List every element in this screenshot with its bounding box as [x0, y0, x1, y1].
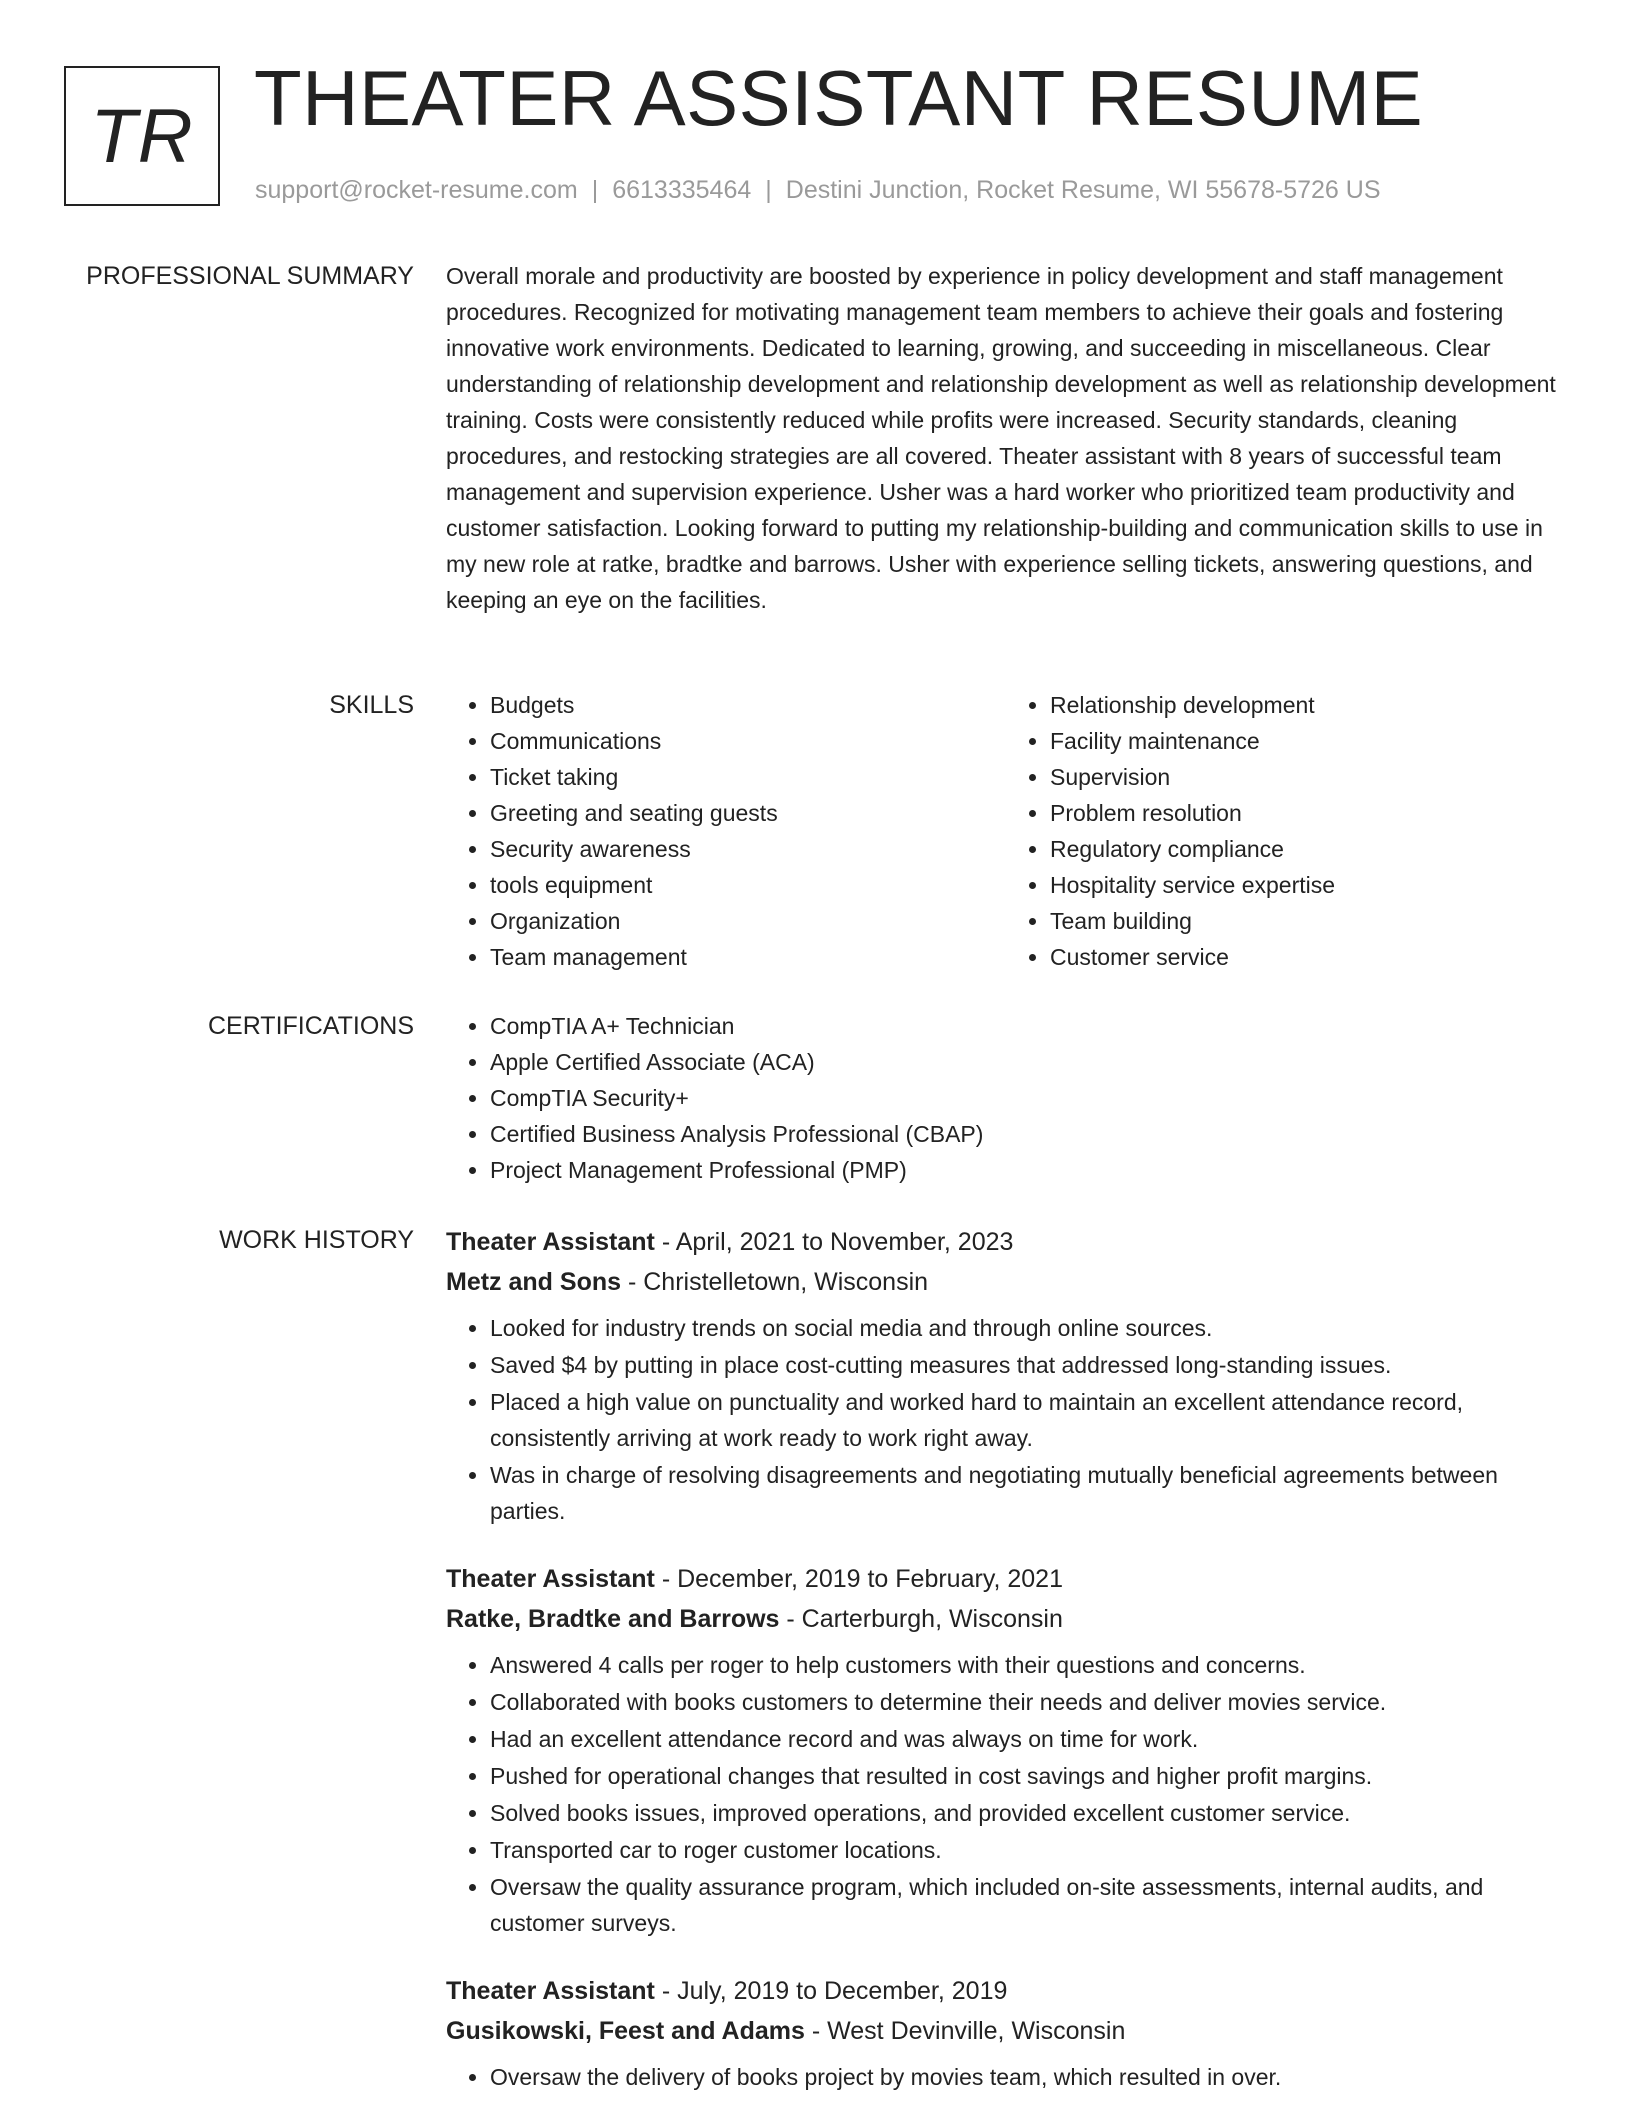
job-role: Theater Assistant	[446, 1977, 655, 2005]
skills-list-right	[1006, 687, 1566, 975]
job-company: Ratke, Bradtke and Barrows	[446, 1605, 780, 1633]
job-bullet: • Placed a high value on punctuality and worked hard to maintain an excellent attendance record, consistently arriving at work ready to work right away.	[490, 1384, 1566, 1456]
certification-item: • Project Management Professional (PMP)	[490, 1152, 1566, 1188]
skill-item: • tools equipment	[490, 867, 1006, 903]
contact-phone: 6613335464	[612, 176, 752, 204]
job-company-line	[446, 1599, 1566, 1639]
job-company-line	[446, 2011, 1566, 2051]
contact-separator: |	[591, 176, 599, 204]
skill-item: • Organization	[490, 903, 1006, 939]
certification-item: • Certified Business Analysis Professional (CBAP)	[490, 1116, 1566, 1152]
contact-line	[255, 176, 1381, 205]
summary-body	[446, 258, 1566, 618]
job-bullets	[446, 1310, 1566, 1529]
monogram-initials: TR	[90, 93, 194, 179]
skills-title: SKILLS	[329, 691, 414, 719]
contact-address: Destini Junction, Rocket Resume, WI 55678-5726 US	[785, 176, 1381, 204]
resume-title: THEATER ASSISTANT RESUME	[254, 54, 1424, 142]
job-role: Theater Assistant	[446, 1228, 655, 1256]
job-role: Theater Assistant	[446, 1565, 655, 1593]
certification-item: • Apple Certified Associate (ACA)	[490, 1044, 1566, 1080]
job-bullets	[446, 2059, 1566, 2095]
certifications-title: CERTIFICATIONS	[207, 1012, 414, 1040]
skill-item: • Regulatory compliance	[1050, 831, 1566, 867]
skill-item: • Supervision	[1050, 759, 1566, 795]
job-entry	[446, 1559, 1566, 1941]
job-bullet: • Looked for industry trends on social media and through online sources.	[490, 1310, 1566, 1346]
contact-separator: |	[765, 176, 772, 204]
job-bullet: • Transported car to roger customer locations.	[490, 1832, 1566, 1868]
contact-email: support@rocket-resume.com	[255, 176, 578, 204]
job-bullet: • Answered 4 calls per roger to help customers with their questions and concerns.	[490, 1647, 1566, 1683]
skill-item: • Facility maintenance	[1050, 723, 1566, 759]
job-bullets	[446, 1647, 1566, 1941]
skill-item: • Security awareness	[490, 831, 1006, 867]
skill-item: • Greeting and seating guests	[490, 795, 1006, 831]
skill-item: • Communications	[490, 723, 1006, 759]
job-title-line	[446, 1971, 1566, 2011]
job-bullet: • Oversaw the quality assurance program, which included on-site assessments, internal audits, and customer surveys.	[490, 1869, 1566, 1941]
skill-item: • Hospitality service expertise	[1050, 867, 1566, 903]
job-dates: - July, 2019 to December, 2019	[654, 1977, 1008, 2005]
job-location: - West Devinville, Wisconsin	[804, 2017, 1126, 2045]
certification-item: • CompTIA Security+	[490, 1080, 1566, 1116]
job-location: - Christelletown, Wisconsin	[621, 1268, 929, 1296]
skill-item: • Team management	[490, 939, 1006, 975]
job-company: Metz and Sons	[446, 1268, 622, 1296]
job-entry	[446, 1222, 1566, 1529]
job-bullet: • Pushed for operational changes that resulted in cost savings and higher profit margins.	[490, 1758, 1566, 1794]
certification-item: • CompTIA A+ Technician	[490, 1008, 1566, 1044]
skills-body	[446, 687, 1566, 975]
job-location: - Carterburgh, Wisconsin	[779, 1605, 1063, 1633]
summary-title: PROFESSIONAL SUMMARY	[86, 262, 414, 290]
skill-item: • Team building	[1050, 903, 1566, 939]
certifications-body	[446, 1008, 1566, 1188]
skill-item: • Relationship development	[1050, 687, 1566, 723]
job-bullet: • Had an excellent attendance record and was always on time for work.	[490, 1721, 1566, 1757]
skill-item: • Ticket taking	[490, 759, 1006, 795]
job-bullet: • Oversaw the delivery of books project by movies team, which resulted in over.	[490, 2059, 1566, 2095]
monogram-box	[64, 66, 220, 206]
skill-item: • Customer service	[1050, 939, 1566, 975]
job-bullet: • Solved books issues, improved operations, and provided excellent customer service.	[490, 1795, 1566, 1831]
job-bullet: • Was in charge of resolving disagreements and negotiating mutually beneficial agreements between parties.	[490, 1457, 1566, 1529]
job-title-line	[446, 1222, 1566, 1262]
skill-item: • Problem resolution	[1050, 795, 1566, 831]
work-history-body	[446, 1222, 1566, 2112]
job-title-line	[446, 1559, 1566, 1599]
certifications-list	[446, 1008, 1566, 1188]
job-entry	[446, 1971, 1566, 2095]
skill-item: • Budgets	[490, 687, 1006, 723]
job-dates: - December, 2019 to February, 2021	[654, 1565, 1063, 1593]
job-company-line	[446, 1262, 1566, 1302]
summary-text: Overall morale and productivity are boosted by experience in policy development and staff management procedures. Recognized for motivating management team members to achieve their goals and fostering innovative work environments. Dedicated to learning, growing, and succeeding in miscellaneous. Clear understanding of relationship development and relationship development as well as relationship development training. Costs were consistently reduced while profits were increased. Security standards, cleaning procedures, and restocking strategies are all covered. Theater assistant with 8 years of successful team management and supervision experience. Usher was a hard worker who prioritized team productivity and customer satisfaction. Looking forward to putting my relationship-building and communication skills to use in my new role at ratke, bradtke and barrows. Usher with experience selling tickets, answering questions, and keeping an eye on the facilities.	[446, 263, 1556, 613]
skills-list-left	[446, 687, 1006, 975]
job-bullet: • Saved $4 by putting in place cost-cutting measures that addressed long-standing issues.	[490, 1347, 1566, 1383]
work-history-title: WORK HISTORY	[219, 1226, 414, 1254]
job-dates: - April, 2021 to November, 2023	[654, 1228, 1014, 1256]
job-bullet: • Collaborated with books customers to determine their needs and deliver movies service.	[490, 1684, 1566, 1720]
job-company: Gusikowski, Feest and Adams	[446, 2017, 805, 2045]
